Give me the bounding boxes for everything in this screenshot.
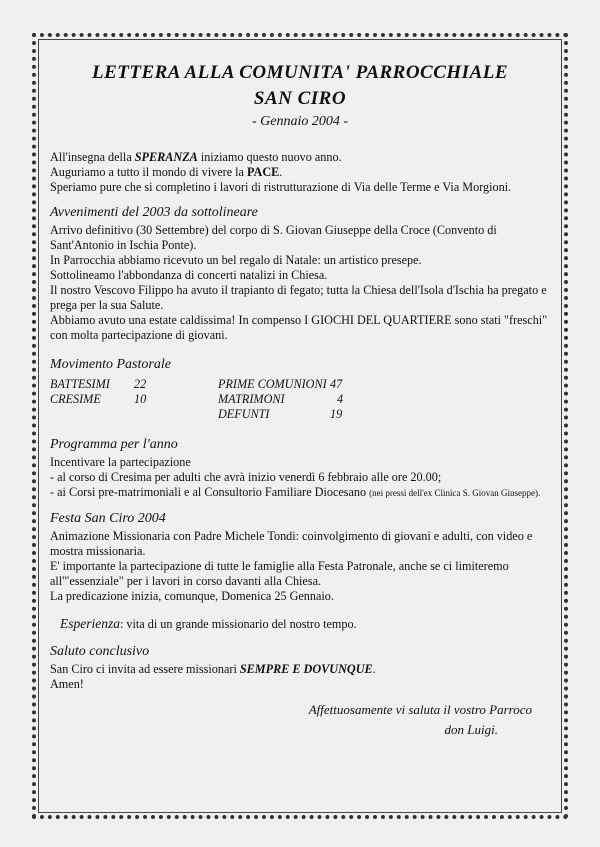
avvenimento-item: Sottolineamo l'abbondanza di concerti natalizi in Chiesa. — [50, 268, 328, 282]
stat-label-battesimi: BATTESIMI — [50, 377, 110, 391]
title-line-2: SAN CIRO — [253, 88, 347, 109]
stat-value-prime-comunioni: 47 — [330, 377, 343, 391]
saluto-heading: Saluto conclusivo — [50, 644, 150, 659]
speranza-word: SPERANZA — [134, 150, 198, 164]
saluto-text — [50, 662, 550, 692]
programma-item: Incentivare la partecipazione — [50, 455, 191, 469]
movimento-stats — [50, 377, 550, 419]
stat-label-prime-comunioni: PRIME COMUNIONI — [218, 377, 327, 391]
intro-line-3: Speriamo pure che si completino i lavori di ristrutturazione di Via delle Terme e Via Morgioni. — [50, 180, 512, 194]
avvenimento-item: Il nostro Vescovo Filippo ha avuto il trapianto di fegato; tutta la Chiesa dell'Isola d'Ischia ha pregato e prega per la sua Salute. — [50, 283, 547, 312]
sempre-dovunque: SEMPRE E DOVUNQUE — [239, 662, 373, 676]
avvenimento-item: In Parrocchia abbiamo ricevuto un bel regalo di Natale: un artistico presepe. — [50, 253, 422, 267]
stat-value-cresime: 10 — [134, 392, 147, 406]
programma-item: - al corso di Cresima per adulti che avrà inizio venerdì 6 febbraio alle ore 20.00; — [50, 470, 442, 484]
saluto-line-1 — [50, 662, 550, 677]
avvenimenti-list — [50, 223, 550, 343]
avvenimento-item: Abbiamo avuto una estate caldissima! In compenso I GIOCHI DEL QUARTIERE sono stati "freschi" con molta partecipazione di giovani. — [50, 313, 548, 342]
esperienza-text: : vita di un grande missionario del nostro tempo. — [120, 617, 357, 631]
pace-word: PACE — [247, 165, 280, 179]
programma-note: (nei pressi dell'ex Clinica S. Giovan Giuseppe). — [369, 488, 541, 498]
festa-item: Animazione Missionaria con Padre Michele Tondi: coinvolgimento di giovani e adulti, con video e mostra missionaria. — [50, 529, 533, 558]
festa-item: La predicazione inizia, comunque, Domenica 25 Gennaio. — [50, 589, 334, 603]
intro-text: . — [279, 165, 283, 179]
date-line: - Gennaio 2004 - — [251, 114, 349, 129]
stat-value-defunti: 19 — [330, 407, 343, 421]
signature-line-1: Affettuosamente vi saluta il vostro Parroco — [308, 702, 532, 717]
programma-text: - ai Corsi pre-matrimoniali e al Consultorio Familiare Diocesano — [50, 485, 370, 499]
signature-line-2: don Luigi. — [444, 722, 498, 737]
signature — [50, 700, 550, 740]
festa-heading: Festa San Ciro 2004 — [50, 511, 166, 526]
intro-text: All'insegna della — [50, 150, 135, 164]
intro-paragraph — [50, 150, 550, 195]
saluto-line-2: Amen! — [50, 677, 84, 691]
saluto-text-part: . — [372, 662, 376, 676]
stat-label-cresime: CRESIME — [50, 392, 101, 406]
avvenimenti-heading: Avvenimenti del 2003 da sottolineare — [50, 205, 258, 220]
intro-text: Auguriamo a tutto il mondo di vivere la — [50, 165, 247, 179]
stat-value-battesimi: 22 — [134, 377, 147, 391]
movimento-heading: Movimento Pastorale — [50, 357, 171, 372]
intro-line-2 — [50, 165, 550, 180]
festa-item: E' importante la partecipazione di tutte le famiglie alla Festa Patronale, anche se ci limiteremo all'"essenziale" per i lavori in corso davanti alla Chiesa. — [50, 559, 509, 588]
title-line-1: LETTERA ALLA COMUNITA' PARROCCHIALE — [91, 62, 509, 83]
stat-label-defunti: DEFUNTI — [218, 407, 270, 421]
intro-line-1 — [50, 150, 550, 165]
programma-item — [50, 485, 550, 501]
stat-label-matrimoni: MATRIMONI — [218, 392, 285, 406]
programma-heading: Programma per l'anno — [50, 437, 178, 452]
festa-list — [50, 529, 550, 604]
avvenimento-item: Arrivo definitivo (30 Settembre) del corpo di S. Giovan Giuseppe della Croce (Convento di Sant'Antonio in Ischia Ponte). — [50, 223, 497, 252]
letter-content — [50, 60, 550, 740]
saluto-text-part: San Ciro ci invita ad essere missionari — [50, 662, 240, 676]
stat-value-matrimoni: 4 — [337, 392, 344, 406]
intro-text: iniziamo questo nuovo anno. — [197, 150, 342, 164]
esperienza-line — [50, 616, 550, 632]
esperienza-label: Esperienza — [60, 616, 120, 631]
programma-list — [50, 455, 550, 501]
